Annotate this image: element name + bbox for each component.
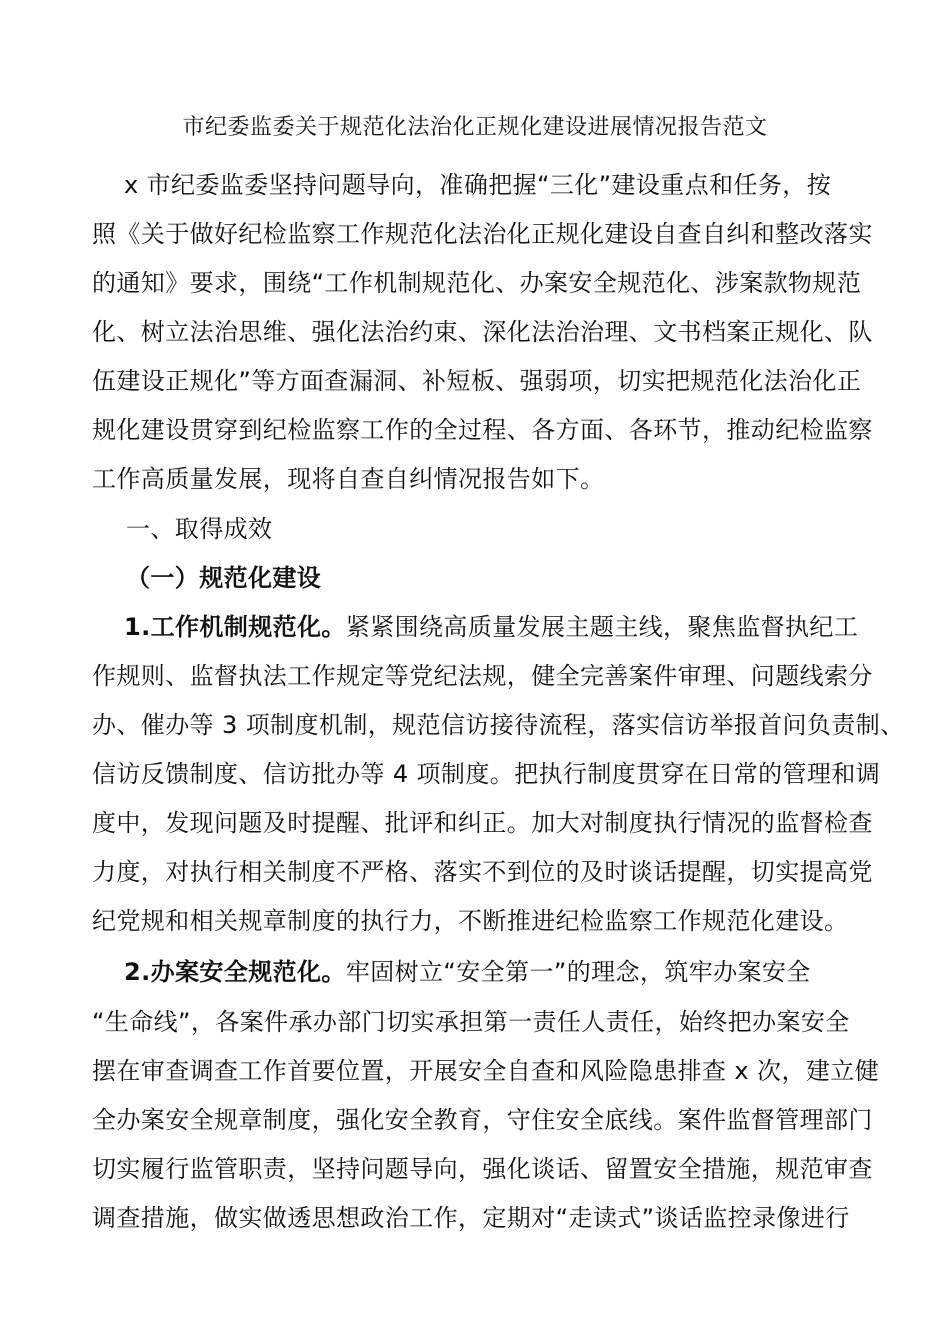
item2-first-line xyxy=(124,955,872,989)
item2-line: 切实履行监管职责，坚持问题导向，强化谈话、留置安全措施，规范审查 xyxy=(92,1155,873,1183)
intro-line: 工作高质量发展，现将自查自纠情况报告如下。 xyxy=(92,465,605,493)
intro-line: 伍建设正规化”等方面查漏洞、补短板、强弱项，切实把规范化法治化正 xyxy=(92,367,862,395)
item1-first-line xyxy=(124,610,872,644)
section-heading: 一、取得成效 xyxy=(126,515,273,543)
item2-lead: 2.办案安全规范化。 xyxy=(124,958,346,986)
intro-line: 规化建设贯穿到纪检监察工作的全过程、各方面、各环节，推动纪检监察 xyxy=(92,416,873,444)
intro-line: 化、树立法治思维、强化法治约束、深化法治治理、文书档案正规化、队 xyxy=(92,318,873,346)
intro-line: 的通知》要求，围绕“工作机制规范化、办案安全规范化、涉案款物规范 xyxy=(92,269,862,297)
item2-line: 全办案安全规章制度，强化安全教育，守住安全底线。案件监督管理部门 xyxy=(92,1106,873,1134)
item1-line: 办、催办等 3 项制度机制，规范信访接待流程，落实信访举报首问负责制、 xyxy=(92,711,905,739)
item2-line: 摆在审查调查工作首要位置，开展安全自查和风险隐患排查 x 次，建立健 xyxy=(92,1057,880,1085)
item1-line: 作规则、监督执法工作规定等党纪法规，健全完善案件审理、问题线索分 xyxy=(92,662,873,690)
document-title: 市纪委监委关于规范化法治化正规化建设进展情况报告范文 xyxy=(182,115,768,140)
item2-line: “生命线”，各案件承办部门切实承担第一责任人责任，始终把办案安全 xyxy=(92,1008,850,1036)
intro-line: 照《关于做好纪检监察工作规范化法治化正规化建设自查自纠和整改落实 xyxy=(92,220,873,248)
item1-line: 信访反馈制度、信访批办等 4 项制度。把执行制度贯穿在日常的管理和调 xyxy=(92,760,881,788)
intro-line: x 市纪委监委坚持问题导向，准确把握“三化”建设重点和任务，按 xyxy=(124,171,832,199)
subsection-heading: （一）规范化建设 xyxy=(126,564,322,592)
item2-first-line-rest: 牢固树立“安全第一”的理念，筑牢办案安全 xyxy=(345,958,811,986)
item1-first-line-rest: 紧紧围绕高质量发展主题主线，聚焦监督执纪工 xyxy=(345,613,859,641)
item1-lead: 1.工作机制规范化。 xyxy=(124,613,346,641)
item1-line: 纪党规和相关规章制度的执行力，不断推进纪检监察工作规范化建设。 xyxy=(92,907,849,935)
item1-line: 力度，对执行相关制度不严格、落实不到位的及时谈话提醒，切实提高党 xyxy=(92,858,873,886)
item1-line: 度中，发现问题及时提醒、批评和纠正。加大对制度执行情况的监督检查 xyxy=(92,809,873,837)
item2-line: 调查措施，做实做透思想政治工作，定期对“走读式”谈话监控录像进行 xyxy=(92,1204,850,1232)
